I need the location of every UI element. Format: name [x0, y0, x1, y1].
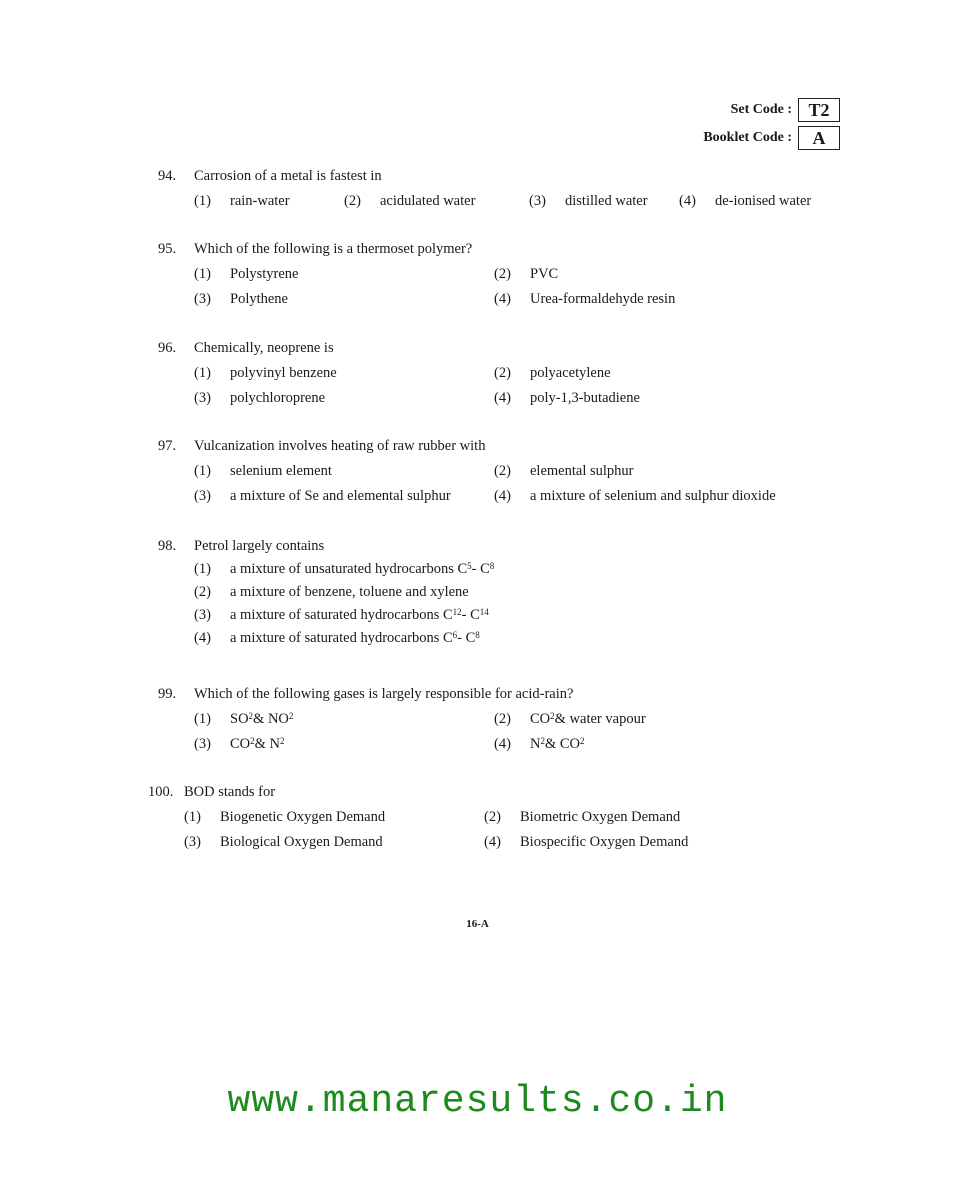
option-4: (4) a mixture of selenium and sulphur dioxide	[494, 488, 776, 504]
option-1: (1) polyvinyl benzene	[194, 365, 337, 381]
question-stem: Carrosion of a metal is fastest in	[194, 168, 382, 184]
set-code-row	[640, 96, 840, 124]
option-1: (1) Biogenetic Oxygen Demand	[184, 809, 386, 825]
option-4: (4) poly-1,3-butadiene	[494, 390, 640, 406]
option-1: (1) SO 2 & NO 2	[194, 711, 294, 727]
question-stem: Vulcanization involves heating of raw rubber with	[194, 438, 486, 454]
option-4: (4) Biospecific Oxygen Demand	[484, 834, 689, 850]
options-grid	[194, 711, 824, 753]
question-100	[148, 784, 814, 851]
question-number: 98.	[158, 538, 177, 554]
question-number: 99.	[158, 686, 177, 702]
question-94	[158, 168, 811, 210]
option-2: (2) Biometric Oxygen Demand	[484, 809, 681, 825]
option-3: (3) Polythene	[194, 291, 288, 307]
options-grid	[194, 463, 824, 505]
option-3: (3) CO 2 & N 2	[194, 736, 285, 752]
option-2: (2) elemental sulphur	[494, 463, 634, 479]
question-stem: Petrol largely contains	[194, 538, 325, 554]
booklet-code-row	[640, 124, 840, 152]
question-number: 94.	[158, 168, 177, 184]
option-4: (4) de-ionised water	[679, 193, 812, 209]
question-97	[158, 438, 824, 505]
question-stem: BOD stands for	[184, 784, 276, 800]
booklet-code-box: A	[798, 126, 840, 150]
question-99	[158, 686, 824, 753]
option-3: (3) polychloroprene	[194, 390, 326, 406]
website-watermark: www.manaresults.co.in	[227, 1080, 728, 1123]
options-grid	[194, 266, 824, 308]
options-grid	[184, 809, 814, 851]
option-1: (1) Polystyrene	[194, 266, 299, 282]
question-98	[158, 538, 494, 647]
options-grid	[194, 365, 824, 407]
option-4: (4) a mixture of saturated hydrocarbons C 6 - C 8	[194, 630, 480, 646]
option-1: (1) rain-water	[194, 193, 290, 209]
option-1: (1) selenium element	[194, 463, 332, 479]
option-2: (2) polyacetylene	[494, 365, 611, 381]
option-2: (2) CO 2 & water vapour	[494, 711, 646, 727]
option-3: (3) Biological Oxygen Demand	[184, 834, 383, 850]
option-2: (2) acidulated water	[344, 193, 476, 209]
options-list	[194, 561, 494, 647]
code-block	[640, 96, 840, 152]
question-stem: Which of the following gases is largely responsible for acid-rain?	[194, 686, 574, 702]
option-1: (1) a mixture of unsaturated hydrocarbons C 5 - C 8	[194, 561, 495, 577]
options-row	[194, 193, 811, 210]
option-3: (3) distilled water	[529, 193, 648, 209]
question-number: 95.	[158, 241, 177, 257]
option-2: (2) PVC	[494, 266, 559, 282]
question-95	[158, 241, 824, 308]
set-code-label: Set Code :	[730, 102, 792, 117]
option-2: (2) a mixture of benzene, toluene and xylene	[194, 584, 469, 600]
option-3: (3) a mixture of Se and elemental sulphur	[194, 488, 451, 504]
question-96	[158, 340, 824, 407]
question-number: 97.	[158, 438, 177, 454]
question-stem: Chemically, neoprene is	[194, 340, 334, 356]
question-number: 96.	[158, 340, 177, 356]
option-4: (4) N 2 & CO 2	[494, 736, 585, 752]
option-3: (3) a mixture of saturated hydrocarbons C 12 - C 14	[194, 607, 489, 623]
page-number: 16-A	[466, 918, 489, 930]
question-number: 100.	[148, 784, 174, 800]
booklet-code-label: Booklet Code :	[703, 130, 792, 145]
question-stem: Which of the following is a thermoset polymer?	[194, 241, 473, 257]
option-4: (4) Urea-formaldehyde resin	[494, 291, 676, 307]
set-code-box: T2	[798, 98, 840, 122]
